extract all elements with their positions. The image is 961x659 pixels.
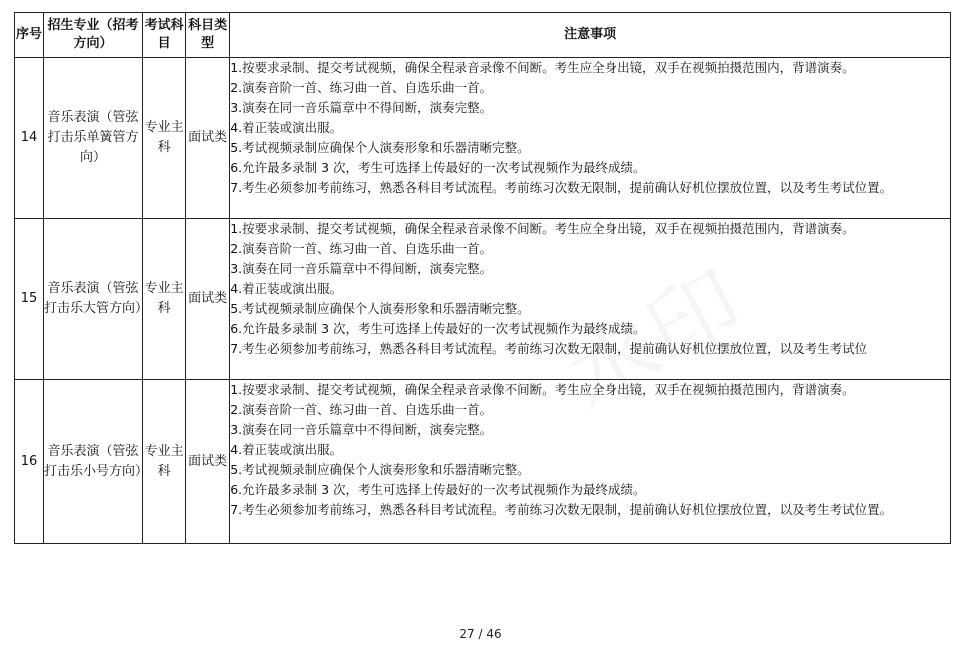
note-line: 1.按要求录制、提交考试视频，确保全程录音录像不间断。考生应全身出镜，双手在视频拍摄范围内，背谱演奏。	[230, 221, 855, 236]
row-exam-subject: 专业主科	[143, 380, 186, 544]
row-notes	[230, 219, 951, 380]
table-row	[15, 58, 951, 219]
row-exam-subject: 专业主科	[143, 58, 186, 219]
row-notes	[230, 380, 951, 544]
note-line: 1.按要求录制、提交考试视频，确保全程录音录像不间断。考生应全身出镜，双手在视频拍摄范围内，背谱演奏。	[230, 60, 855, 75]
note-line: 5.考试视频录制应确保个人演奏形象和乐器清晰完整。	[230, 140, 530, 155]
note-line: 6.允许最多录制 3 次，考生可选择上传最好的一次考试视频作为最终成绩。	[230, 160, 646, 175]
note-line: 3.演奏在同一音乐篇章中不得间断，演奏完整。	[230, 100, 493, 115]
row-subject-type: 面试类	[186, 58, 230, 219]
note-line: 2.演奏音阶一首、练习曲一首、自选乐曲一首。	[230, 402, 493, 417]
note-line: 1.按要求录制、提交考试视频，确保全程录音录像不间断。考生应全身出镜，双手在视频拍摄范围内，背谱演奏。	[230, 382, 855, 397]
admissions-table	[14, 12, 951, 544]
row-index: 16	[15, 380, 44, 544]
note-line: 7.考生必须参加考前练习，熟悉各科目考试流程。考前练习次数无限制，提前确认好机位摆放位置，以及考生考试位置。	[230, 502, 893, 517]
note-line: 2.演奏音阶一首、练习曲一首、自选乐曲一首。	[230, 241, 493, 256]
row-notes	[230, 58, 951, 219]
note-line: 5.考试视频录制应确保个人演奏形象和乐器清晰完整。	[230, 301, 530, 316]
table-row	[15, 219, 951, 380]
row-exam-subject: 专业主科	[143, 219, 186, 380]
table-row	[15, 380, 951, 544]
note-line: 4.着正装或演出服。	[230, 281, 343, 296]
note-line: 7.考生必须参加考前练习，熟悉各科目考试流程。考前练习次数无限制，提前确认好机位摆放位置，以及考生考试位	[230, 341, 868, 356]
row-subject-type: 面试类	[186, 219, 230, 380]
row-major: 音乐表演（管弦打击乐大管方向）	[44, 219, 143, 380]
row-index: 14	[15, 58, 44, 219]
note-line: 4.着正装或演出服。	[230, 442, 343, 457]
row-major: 音乐表演（管弦打击乐单簧管方向）	[44, 58, 143, 219]
header-index: 序号	[15, 13, 44, 58]
note-line: 6.允许最多录制 3 次，考生可选择上传最好的一次考试视频作为最终成绩。	[230, 321, 646, 336]
note-line: 5.考试视频录制应确保个人演奏形象和乐器清晰完整。	[230, 462, 530, 477]
header-subject-type: 科目类型	[186, 13, 230, 58]
note-line: 3.演奏在同一音乐篇章中不得间断，演奏完整。	[230, 261, 493, 276]
table-header-row	[15, 13, 951, 58]
header-exam-subject: 考试科目	[143, 13, 186, 58]
note-line: 2.演奏音阶一首、练习曲一首、自选乐曲一首。	[230, 80, 493, 95]
note-line: 6.允许最多录制 3 次，考生可选择上传最好的一次考试视频作为最终成绩。	[230, 482, 646, 497]
row-subject-type: 面试类	[186, 380, 230, 544]
page-number: 27 / 46	[459, 627, 502, 641]
row-index: 15	[15, 219, 44, 380]
note-line: 3.演奏在同一音乐篇章中不得间断，演奏完整。	[230, 422, 493, 437]
note-line: 4.着正装或演出服。	[230, 120, 343, 135]
note-line: 7.考生必须参加考前练习，熟悉各科目考试流程。考前练习次数无限制，提前确认好机位摆放位置，以及考生考试位置。	[230, 180, 893, 195]
row-major: 音乐表演（管弦打击乐小号方向）	[44, 380, 143, 544]
header-notes: 注意事项	[230, 13, 951, 58]
header-major: 招生专业（招考方向）	[44, 13, 143, 58]
